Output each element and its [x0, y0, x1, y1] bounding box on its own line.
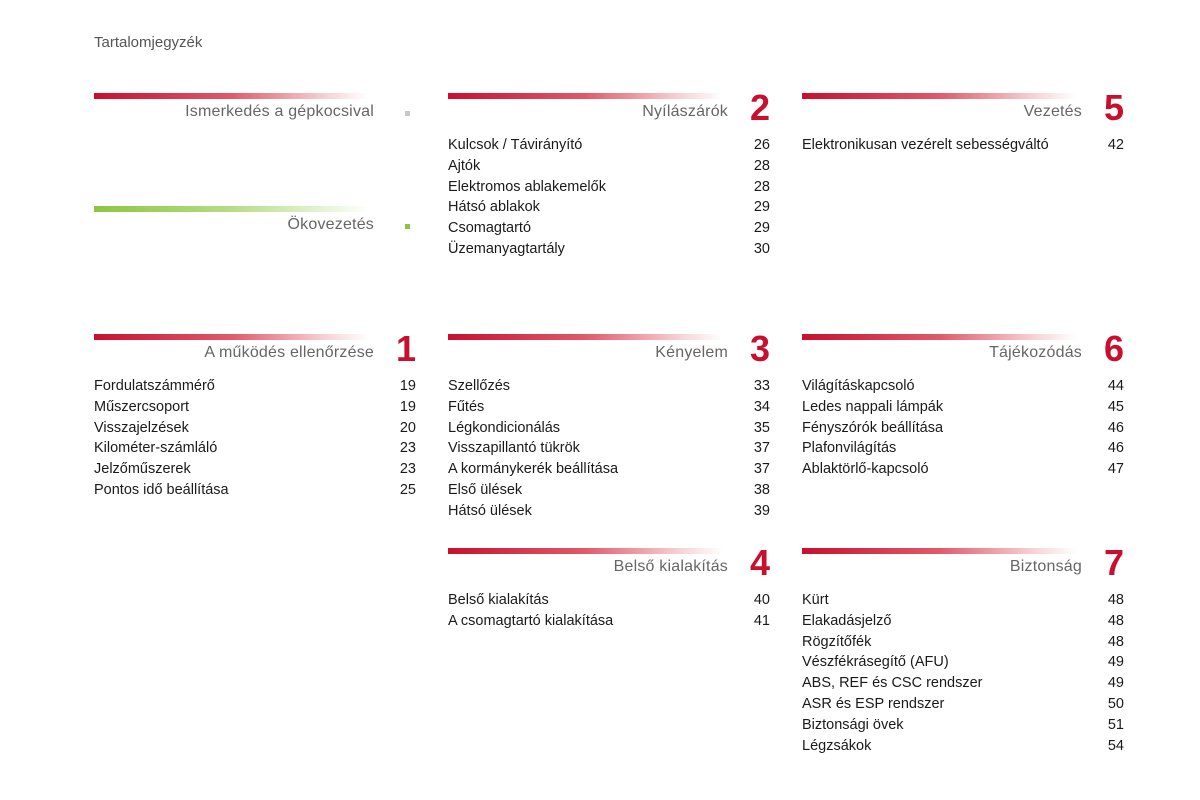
toc-item-label: Kürt	[802, 592, 829, 608]
toc-item[interactable]	[448, 611, 770, 632]
toc-item-page: 39	[753, 502, 770, 519]
toc-item[interactable]	[802, 376, 1124, 397]
toc-item-page: 35	[753, 419, 770, 436]
toc-item-page: 54	[1107, 737, 1124, 754]
toc-item-label: Rögzítőfék	[802, 633, 872, 650]
toc-item-label: Üzemanyagtartály	[448, 240, 565, 257]
toc-item-label: Vészfékrásegítő (AFU)	[802, 654, 949, 671]
toc-item-page: 29	[753, 220, 770, 237]
section-title[interactable]: A működés ellenőrzése	[204, 344, 374, 361]
toc-item-page: 23	[399, 440, 416, 457]
toc-item[interactable]	[448, 218, 770, 239]
toc-item-label: Visszapillantó tükrök	[448, 440, 580, 457]
toc-item-page: 28	[753, 178, 770, 195]
toc-item-page: 50	[1107, 695, 1124, 712]
toc-item[interactable]	[448, 135, 770, 156]
section-6	[802, 328, 1132, 484]
toc-item[interactable]	[448, 177, 770, 198]
toc-item-label: Világításkapcsoló	[802, 378, 915, 394]
toc-item[interactable]	[94, 397, 416, 418]
toc-item-page: 48	[1107, 592, 1124, 608]
toc-item[interactable]	[94, 376, 416, 397]
section-bar	[94, 334, 369, 340]
section-title[interactable]: Biztonság	[1009, 558, 1082, 575]
toc-item-label: Elakadásjelző	[802, 612, 892, 629]
section-title[interactable]: Belső kialakítás	[613, 558, 728, 575]
toc-item[interactable]	[448, 397, 770, 418]
toc-item-page: 20	[399, 419, 416, 436]
toc-item[interactable]	[802, 715, 1124, 736]
toc-item[interactable]	[448, 239, 770, 260]
toc-list	[448, 590, 770, 632]
toc-item-label: Hátsó ablakok	[448, 199, 540, 216]
section-bar	[94, 206, 369, 212]
toc-item-page: 48	[1107, 612, 1124, 629]
toc-item[interactable]	[448, 438, 770, 459]
section-bar	[448, 93, 723, 99]
toc-item[interactable]	[94, 480, 416, 501]
toc-item[interactable]	[802, 459, 1124, 480]
toc-item-label: Jelzőműszerek	[94, 461, 191, 478]
toc-item-label: Műszercsoport	[94, 398, 190, 415]
toc-item-page: 37	[753, 440, 770, 457]
toc-item-label: Pontos idő beállítása	[94, 481, 229, 498]
section-bar	[802, 334, 1077, 340]
section-okovezetes	[94, 206, 424, 246]
toc-item-page: 48	[1107, 633, 1124, 650]
section-title[interactable]: Nyílászárók	[642, 103, 728, 120]
toc-item-page: 49	[1107, 675, 1124, 692]
toc-item-page: 49	[1107, 654, 1124, 671]
toc-item-label: Fordulatszámmérő	[94, 378, 215, 394]
toc-item-page: 45	[1107, 398, 1124, 415]
toc-item-label: ABS, REF és CSC rendszer	[802, 675, 983, 692]
toc-item-label: Fűtés	[448, 398, 485, 415]
toc-item-page: 33	[753, 378, 770, 394]
toc-item-page: 30	[753, 240, 770, 257]
toc-item[interactable]	[802, 135, 1124, 156]
toc-item[interactable]	[802, 736, 1124, 757]
toc-item-label: Elektromos ablakemelők	[448, 178, 606, 195]
section-number: 7	[1103, 542, 1125, 583]
toc-item[interactable]	[802, 652, 1124, 673]
toc-item-label: Csomagtartó	[448, 220, 532, 237]
toc-item-page: 51	[1107, 716, 1124, 733]
section-number: 1	[395, 328, 417, 369]
toc-item-page: 23	[399, 461, 416, 478]
section-title[interactable]: Vezetés	[1023, 103, 1082, 120]
toc-item[interactable]	[802, 397, 1124, 418]
toc-item-label: Plafonvilágítás	[802, 440, 897, 457]
toc-item[interactable]	[802, 418, 1124, 439]
page-title: Tartalomjegyzék	[94, 34, 203, 51]
toc-item[interactable]	[802, 673, 1124, 694]
toc-item-page: 40	[753, 592, 770, 608]
toc-list	[802, 590, 1124, 756]
toc-item[interactable]	[802, 694, 1124, 715]
toc-item-label: Visszajelzések	[94, 419, 189, 436]
bullet-square-icon	[405, 224, 410, 229]
toc-item-page: 44	[1107, 378, 1124, 394]
toc-item[interactable]	[448, 376, 770, 397]
toc-item-label: Első ülések	[448, 481, 523, 498]
toc-item[interactable]	[448, 418, 770, 439]
toc-item-label: Légzsákok	[802, 737, 872, 754]
toc-list	[448, 135, 770, 260]
toc-item-page: 38	[753, 481, 770, 498]
section-number: 3	[749, 328, 771, 369]
toc-item-label: Biztonsági övek	[802, 716, 904, 733]
section-title[interactable]: Tájékozódás	[989, 344, 1082, 361]
toc-item-page: 29	[753, 199, 770, 216]
toc-item[interactable]	[448, 459, 770, 480]
toc-item[interactable]	[448, 480, 770, 501]
toc-item-label: Elektronikusan vezérelt sebességváltó	[802, 137, 1049, 153]
toc-item-label: Hátsó ülések	[448, 502, 532, 519]
toc-item-page: 28	[753, 157, 770, 174]
toc-item-label: A csomagtartó kialakítása	[448, 612, 614, 629]
section-7	[802, 542, 1132, 768]
section-ismerkedes	[94, 93, 424, 133]
section-2	[448, 87, 778, 263]
toc-item[interactable]	[802, 632, 1124, 653]
toc-item-label: Kilométer-számláló	[94, 440, 218, 457]
toc-item-label: Ajtók	[448, 157, 481, 174]
section-title[interactable]: Ismerkedés a gépkocsival	[185, 103, 374, 120]
toc-item[interactable]	[448, 156, 770, 177]
toc-item-page: 34	[753, 398, 770, 415]
section-number: 2	[749, 87, 771, 128]
section-bar	[448, 548, 723, 554]
toc-item-label: Kulcsok / Távirányító	[448, 137, 583, 153]
toc-item-label: A kormánykerék beállítása	[448, 461, 619, 478]
toc-item-page: 41	[753, 612, 770, 629]
toc-item-label: Ledes nappali lámpák	[802, 398, 944, 415]
toc-item[interactable]	[448, 197, 770, 218]
toc-item-page: 19	[399, 378, 416, 394]
section-number: 5	[1103, 87, 1125, 128]
toc-item-label: ASR és ESP rendszer	[802, 695, 945, 712]
section-title[interactable]: Ökovezetés	[287, 216, 374, 233]
toc-item[interactable]	[448, 501, 770, 522]
toc-item-page: 46	[1107, 419, 1124, 436]
toc-list	[94, 376, 416, 501]
section-number: 4	[749, 542, 771, 583]
toc-item-label: Fényszórók beállítása	[802, 419, 944, 436]
toc-item-page: 19	[399, 398, 416, 415]
toc-item-page: 42	[1107, 137, 1124, 153]
toc-item-page: 46	[1107, 440, 1124, 457]
section-title[interactable]: Kényelem	[655, 344, 728, 361]
toc-item-page: 47	[1107, 461, 1124, 478]
section-bar	[94, 93, 369, 99]
section-4	[448, 542, 778, 638]
section-bar	[802, 548, 1077, 554]
bullet-square-icon	[405, 111, 410, 116]
toc-item-page: 25	[399, 481, 416, 498]
section-1	[94, 328, 424, 504]
toc-item[interactable]	[802, 590, 1124, 611]
toc-item[interactable]	[94, 459, 416, 480]
toc-list	[802, 135, 1124, 156]
toc-item-label: Légkondicionálás	[448, 419, 561, 436]
section-bar	[802, 93, 1077, 99]
toc-list	[802, 376, 1124, 480]
toc-item-label: Belső kialakítás	[448, 592, 549, 608]
section-3	[448, 328, 778, 524]
section-5	[802, 87, 1132, 163]
toc-item-page: 26	[753, 137, 770, 153]
toc-list	[448, 376, 770, 522]
toc-item[interactable]	[94, 438, 416, 459]
toc-item-label: Ablaktörlő-kapcsoló	[802, 461, 929, 478]
toc-item[interactable]	[448, 590, 770, 611]
section-number: 6	[1103, 328, 1125, 369]
toc-item[interactable]	[802, 611, 1124, 632]
toc-item[interactable]	[94, 418, 416, 439]
section-bar	[448, 334, 723, 340]
toc-item[interactable]	[802, 438, 1124, 459]
toc-item-label: Szellőzés	[448, 378, 511, 394]
toc-item-page: 37	[753, 461, 770, 478]
